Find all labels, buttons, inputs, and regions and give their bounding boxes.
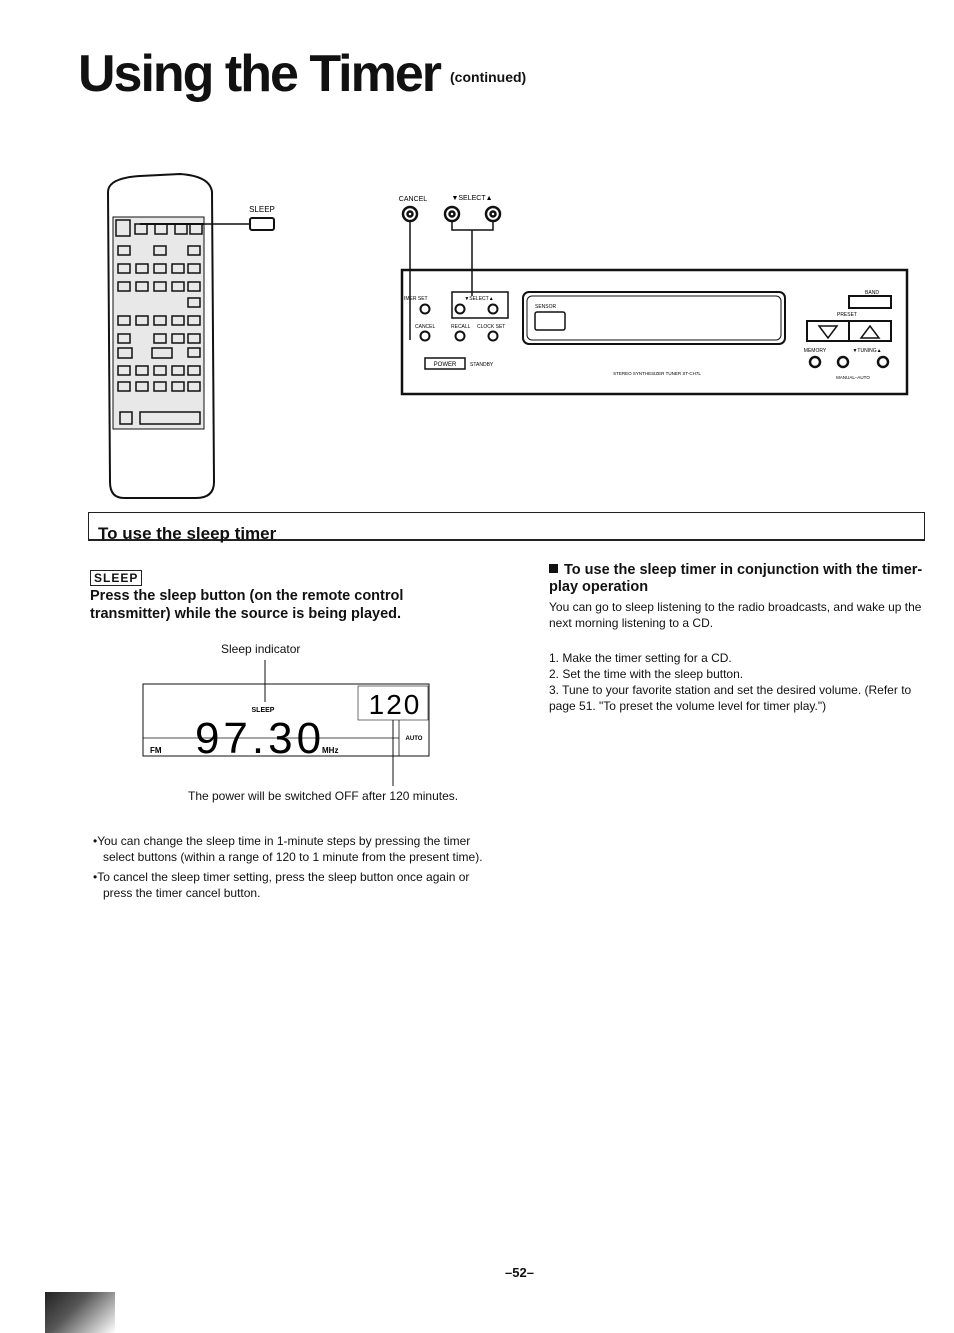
bullet-square-icon xyxy=(549,564,558,573)
notes-list xyxy=(93,833,483,905)
page-number: –52– xyxy=(505,1265,534,1280)
page-title xyxy=(78,45,527,103)
sensor-label: SENSOR xyxy=(535,304,557,310)
preset-up-icon xyxy=(861,326,879,338)
scan-smudge xyxy=(45,1292,115,1333)
remote-control-illustration xyxy=(100,172,300,502)
section-title: To use the sleep timer xyxy=(98,524,277,543)
timer-set-label: IMER SET xyxy=(404,296,428,302)
step-item: 1. Make the timer setting for a CD. xyxy=(549,651,732,665)
note-item: •To cancel the sleep timer setting, press the sleep button once again or press the timer cancel button. xyxy=(93,870,470,900)
sleep-indicator: SLEEP xyxy=(251,707,275,714)
sensor-window xyxy=(535,312,565,330)
page-title-suffix: (continued) xyxy=(450,69,527,86)
step-item: 3. Tune to your favorite station and set the desired volume. (Refer to page 51. "To preset the volume level for timer play.") xyxy=(549,683,912,713)
model-label: STEREO SYNTHESIZER TUNER ST-CH7L xyxy=(613,371,701,376)
band-button xyxy=(849,296,891,308)
auto-indicator: AUTO xyxy=(405,736,423,742)
steps-list xyxy=(549,650,934,714)
step-item: 2. Set the time with the sleep button. xyxy=(549,667,744,681)
power-label: POWER xyxy=(433,362,457,368)
cancel-inner-label: CANCEL xyxy=(415,324,436,330)
manual-auto-label: MANUAL–AUTO xyxy=(836,375,870,380)
tuner-illustration xyxy=(395,188,915,400)
clock-set-label: CLOCK SET xyxy=(477,324,506,330)
sleep-button xyxy=(250,218,274,230)
tuning-label: ▼TUNING▲ xyxy=(852,348,882,354)
memory-label: MEMORY xyxy=(803,348,827,354)
sleep-button-label: SLEEP xyxy=(249,205,275,214)
callout-buttons xyxy=(403,207,500,221)
sleep-tag: SLEEP xyxy=(90,570,142,586)
select-label: ▼SELECT▲ xyxy=(451,195,493,202)
power-off-note: The power will be switched OFF after 120 minutes. xyxy=(188,789,459,803)
band-label: BAND xyxy=(865,290,879,296)
band-indicator: FM xyxy=(150,746,162,755)
cancel-label: CANCEL xyxy=(398,196,428,203)
instruction-text: Press the sleep button (on the remote control transmitter) while the source is being played. xyxy=(90,588,404,622)
sleep-minutes-display: 120 xyxy=(368,689,422,720)
note-item: •You can change the sleep time in 1-minute steps by pressing the timer select buttons (within a range of 120 to 1 minute from the present time). xyxy=(93,834,483,864)
right-heading xyxy=(549,562,934,596)
select-inner-label: ▼SELECT▲ xyxy=(464,296,494,302)
frequency-display: 97.30 xyxy=(194,714,326,763)
frequency-unit: MHz xyxy=(322,746,339,755)
right-intro: You can go to sleep listening to the radio broadcasts, and wake up the next morning listening to a CD. xyxy=(549,600,922,630)
display-diagram xyxy=(110,658,450,790)
standby-label: STANDBY xyxy=(470,362,494,368)
right-heading-text: To use the sleep timer in conjunction with the timer-play operation xyxy=(549,562,923,595)
display-window xyxy=(523,292,785,344)
preset-label: PRESET xyxy=(836,312,858,318)
sleep-indicator-label: Sleep indicator xyxy=(221,642,301,656)
page-title-text: Using the Timer xyxy=(78,45,441,103)
preset-down-icon xyxy=(819,326,837,338)
recall-label: RECALL xyxy=(451,324,471,330)
